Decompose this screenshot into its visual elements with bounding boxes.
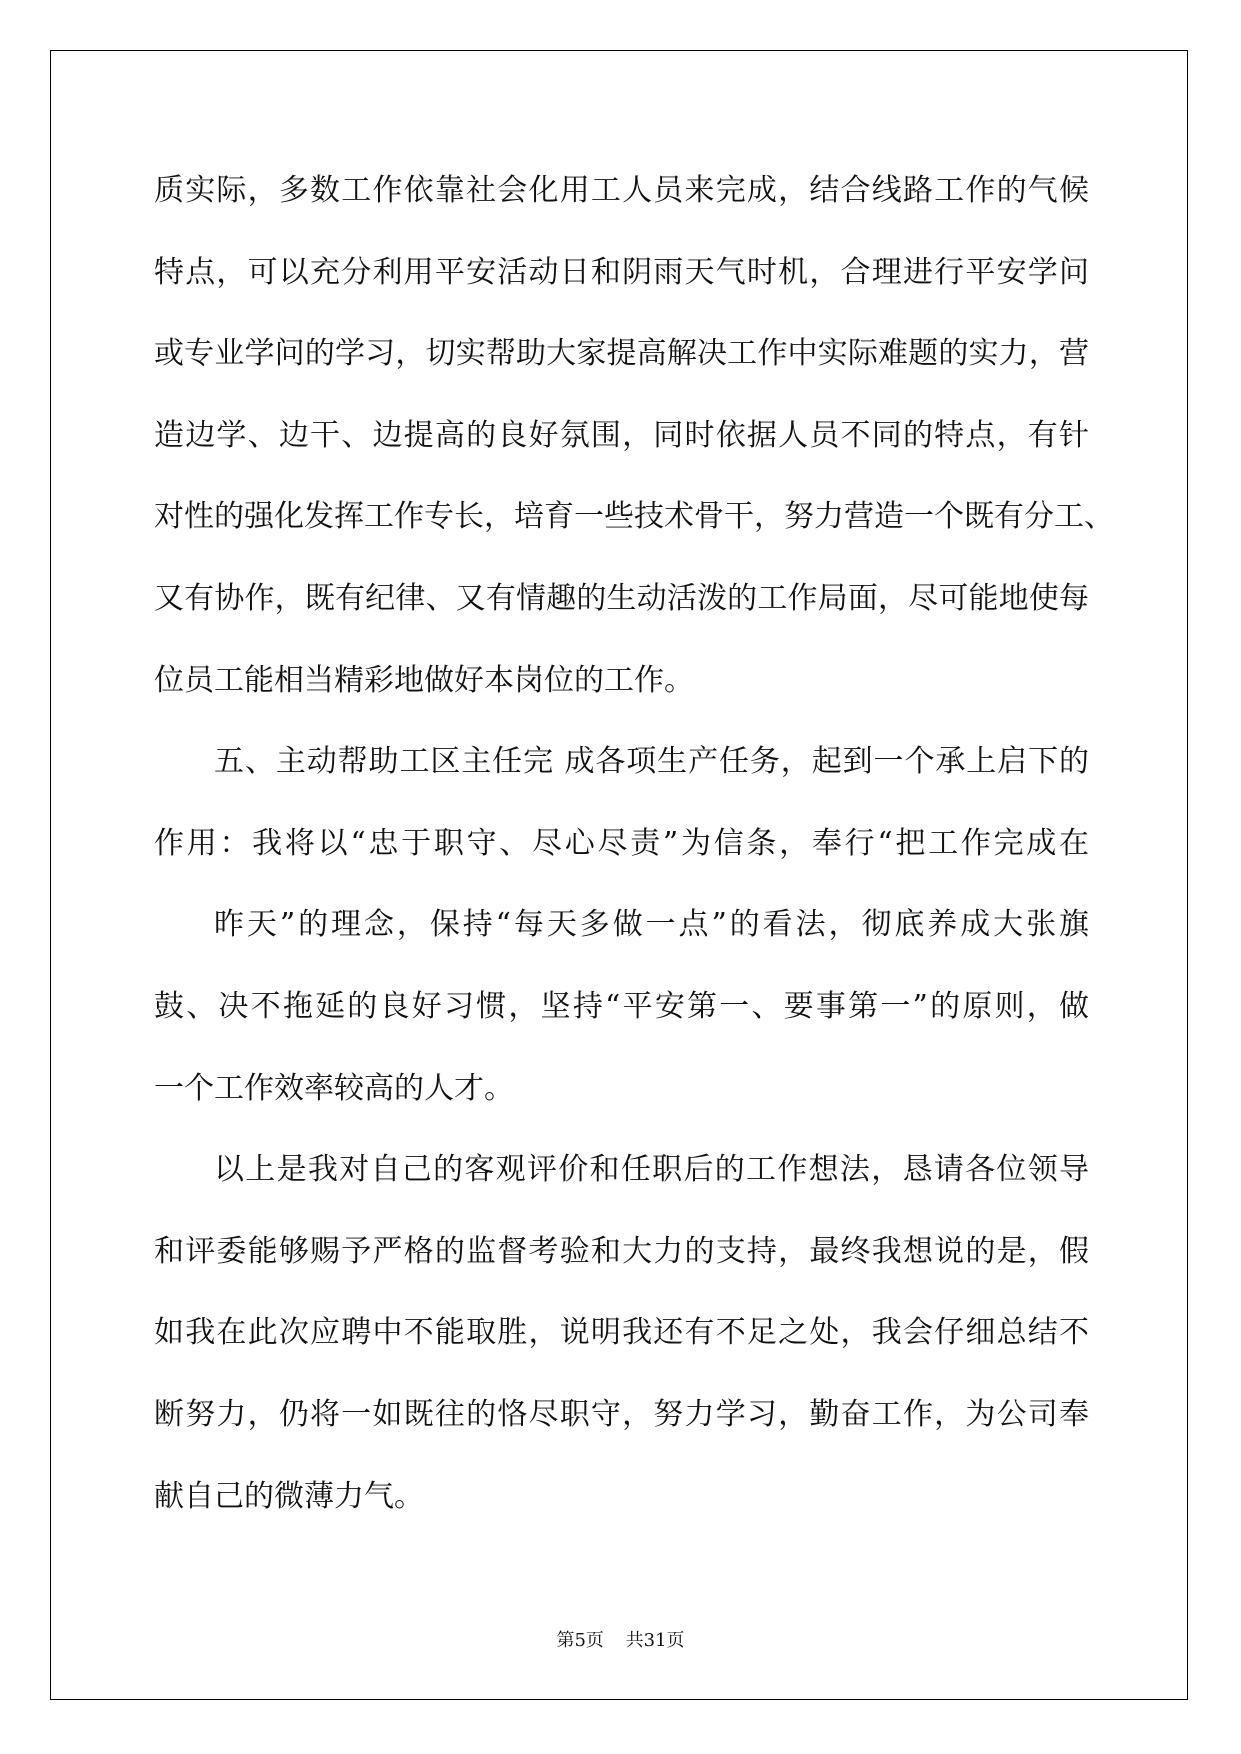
text-line: 如我在此次应聘中不能取胜，说明我还有不足之处，我会仔细总结不 <box>154 1315 1089 1351</box>
text-line: 对性的强化发挥工作专长，培育一些技术骨干，努力营造一个既有分工、 <box>154 499 1114 535</box>
text-line: 作用：我将以“忠于职守、尽心尽责”为信条，奉行“把工作完成在 <box>154 825 1089 861</box>
text-line: 断努力，仍将一如既往的恪尽职守，努力学习，勤奋工作，为公司奉 <box>154 1396 1089 1432</box>
document-body <box>154 150 1114 1537</box>
text-line: 质实际，多数工作依靠社会化用工人员来完成，结合线路工作的气候 <box>154 173 1089 208</box>
text-line: 鼓、决不拖延的良好习惯，坚持“平安第一、要事第一”的原则，做 <box>154 988 1089 1024</box>
page-total: 共31页 <box>625 1630 685 1651</box>
text-line: 位员工能相当精彩地做好本岗位的工作。 <box>154 662 694 698</box>
text-line: 五、主动帮助工区主任完 成各项生产任务，起到一个承上启下的 <box>214 744 1089 780</box>
text-line: 特点，可以充分利用平安活动日和阴雨天气时机，合理进行平安学问 <box>154 254 1089 290</box>
text-line: 以上是我对自己的客观评价和任职后的工作想法，恳请各位领导 <box>214 1152 1089 1188</box>
text-line: 或专业学问的学习，切实帮助大家提高解决工作中实际难题的实力，营 <box>154 336 1089 372</box>
text-line: 昨天”的理念，保持“每天多做一点”的看法，彻底养成大张旗 <box>214 907 1089 943</box>
page-number: 第5页 <box>556 1630 604 1651</box>
page-footer <box>0 1626 1241 1652</box>
text-line: 造边学、边干、边提高的良好氛围，同时依据人员不同的特点，有针 <box>154 417 1089 453</box>
text-line: 一个工作效率较高的人才。 <box>154 1070 514 1106</box>
text-line: 献自己的微薄力气。 <box>154 1478 424 1514</box>
text-line: 和评委能够赐予严格的监督考验和大力的支持，最终我想说的是，假 <box>154 1233 1089 1269</box>
text-line: 又有协作，既有纪律、又有情趣的生动活泼的工作局面，尽可能地使每 <box>154 580 1089 616</box>
